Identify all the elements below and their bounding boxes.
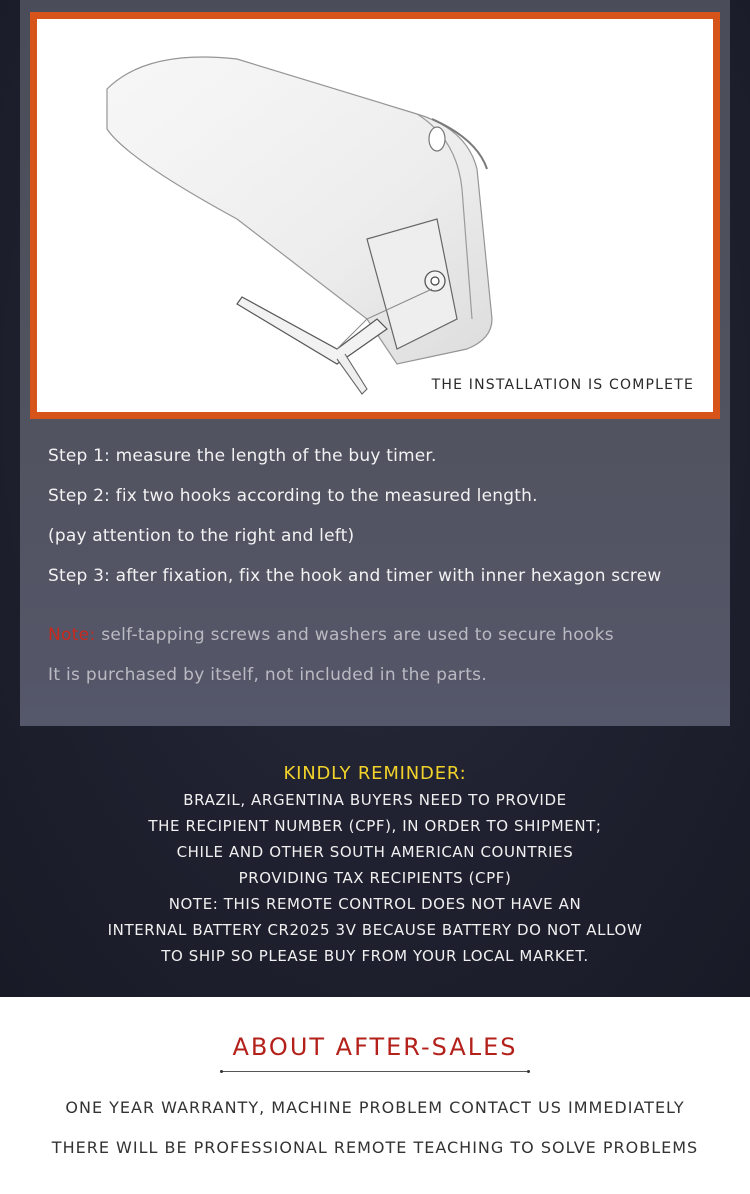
step-2-hint: (pay attention to the right and left) (48, 526, 355, 546)
step-1: Step 1: measure the length of the buy timer. (48, 446, 437, 466)
after-sales-line: ONE YEAR WARRANTY, MACHINE PROBLEM CONTACT US IMMEDIATELY (65, 1098, 685, 1117)
note-line-2: It is purchased by itself, not included in the parts. (48, 665, 488, 685)
installation-steps (48, 444, 728, 604)
installation-photo-frame (30, 12, 720, 419)
reminder-line: THE RECIPIENT NUMBER (CPF), IN ORDER TO SHIPMENT; (148, 817, 602, 835)
title-divider (220, 1070, 530, 1073)
reminder-line: PROVIDING TAX RECIPIENTS (CPF) (238, 869, 512, 887)
after-sales-section (0, 1030, 750, 1168)
reminder-line: NOTE: THIS REMOTE CONTROL DOES NOT HAVE AN (168, 895, 582, 913)
photo-caption: THE INSTALLATION IS COMPLETE (431, 377, 694, 393)
after-sales-title: ABOUT AFTER-SALES (232, 1033, 518, 1061)
divider-line (223, 1071, 527, 1072)
kindly-reminder (0, 761, 750, 969)
step-3: Step 3: after fixation, fix the hook and timer with inner hexagon screw (48, 566, 662, 586)
divider-dot (527, 1070, 530, 1073)
reminder-line: BRAZIL, ARGENTINA BUYERS NEED TO PROVIDE (183, 791, 567, 809)
note-label: Note: (48, 625, 96, 645)
reminder-line: INTERNAL BATTERY CR2025 3V BECAUSE BATTERY DO NOT ALLOW (107, 921, 643, 939)
after-sales-line: THERE WILL BE PROFESSIONAL REMOTE TEACHING TO SOLVE PROBLEMS (51, 1138, 699, 1157)
hook-timer-sketch (37, 19, 713, 412)
reminder-line: CHILE AND OTHER SOUTH AMERICAN COUNTRIES (176, 843, 574, 861)
reminder-line: TO SHIP SO PLEASE BUY FROM YOUR LOCAL MARKET. (161, 947, 589, 965)
reminder-title: KINDLY REMINDER: (283, 763, 467, 784)
installation-photo (37, 19, 713, 412)
note-line-1 (48, 623, 728, 663)
note-block (48, 623, 728, 703)
note-text: self-tapping screws and washers are used to secure hooks (95, 625, 614, 645)
step-2: Step 2: fix two hooks according to the measured length. (48, 486, 538, 506)
